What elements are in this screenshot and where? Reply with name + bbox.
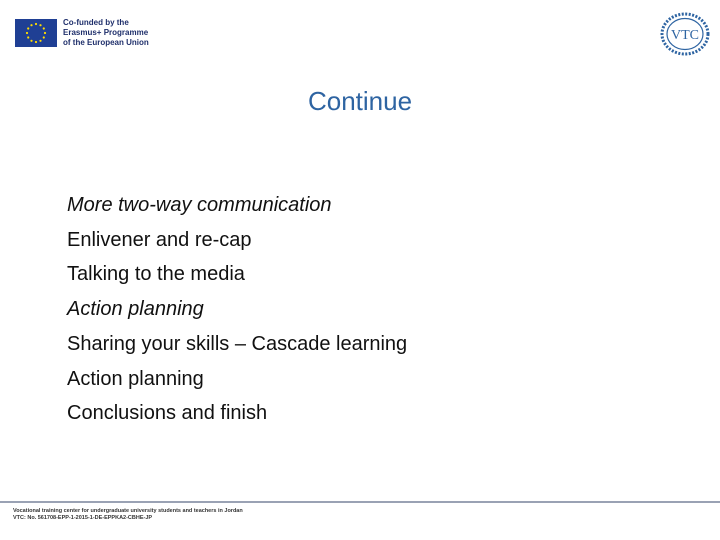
list-item: Enlivener and re-cap [67, 228, 252, 251]
eu-logo-text [63, 18, 149, 48]
footer-divider [0, 501, 720, 503]
list-item: Talking to the media [67, 263, 245, 286]
eu-flag-icon [15, 19, 57, 47]
vtc-logo-text: VTC [671, 28, 699, 43]
eu-star-icon [35, 23, 37, 25]
list-item: Sharing your skills – Cascade learning [67, 332, 408, 355]
list-item: Conclusions and finish [67, 402, 268, 425]
list-item: Action planning [67, 367, 204, 390]
slide-content-list [67, 188, 407, 431]
eu-star-icon [30, 24, 32, 26]
eu-star-icon [35, 41, 37, 43]
slide-header [0, 0, 720, 70]
footer-line: VTC: No. 561708-EPP-1-2015-1-DE-EPPKA2-CBHE-JP [13, 515, 153, 521]
eu-star-icon [27, 27, 29, 29]
eu-logo-line: Co-funded by the [63, 18, 129, 27]
eu-logo-line: of the European Union [63, 38, 149, 47]
slide-title [0, 86, 720, 117]
eu-erasmus-logo [15, 18, 149, 48]
list-item: More two-way communication [67, 194, 332, 216]
slide-footer [13, 508, 243, 522]
vtc-logo [660, 12, 710, 56]
eu-star-icon [44, 32, 46, 34]
eu-star-icon [39, 40, 41, 42]
eu-star-icon [27, 36, 29, 38]
eu-star-icon [43, 36, 45, 38]
eu-star-icon [43, 27, 45, 29]
slide-title-text: Continue [307, 86, 413, 116]
list-item: Action planning [67, 298, 204, 321]
eu-star-icon [30, 40, 32, 42]
eu-star-icon [39, 24, 41, 26]
eu-logo-line: Erasmus+ Programme [63, 28, 149, 37]
eu-star-icon [26, 32, 28, 34]
footer-line: Vocational training center for undergraduate university students and teachers in Jordan [13, 508, 243, 514]
